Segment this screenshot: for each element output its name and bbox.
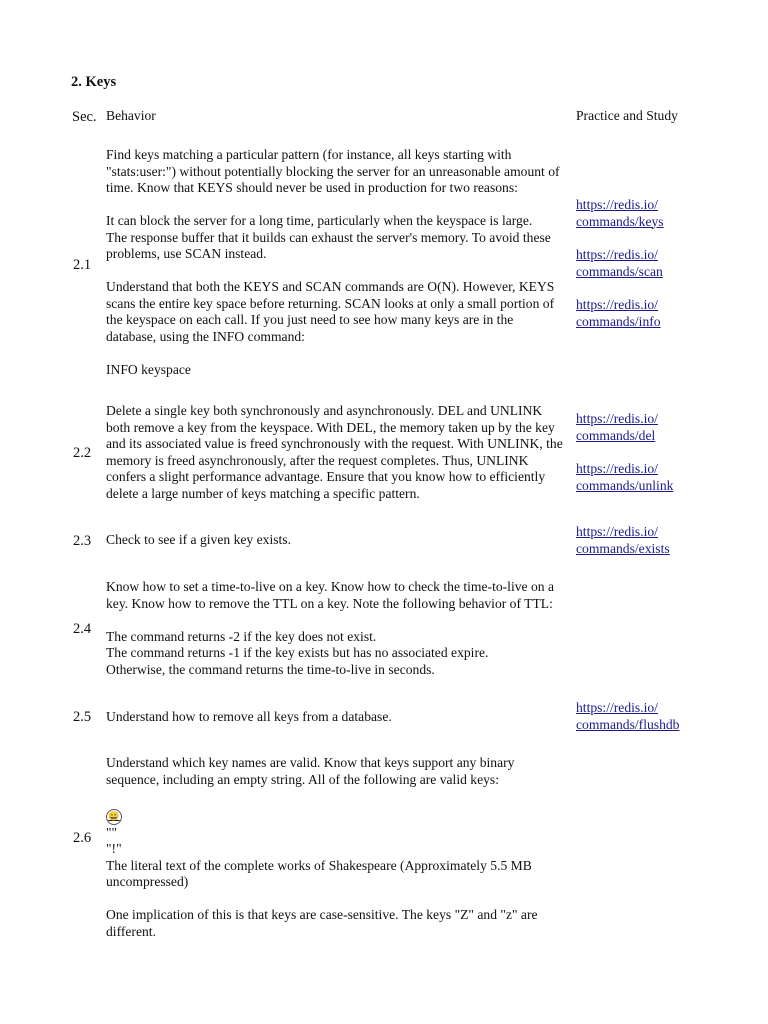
link-scan[interactable] (576, 247, 706, 280)
text-line: The response buffer that it builds can exhaust the server's memory. To avoid these (106, 229, 551, 245)
links-cell (576, 700, 706, 733)
link-exists[interactable] (576, 524, 706, 557)
text-line: The literal text of the complete works of Shakespeare (Approximately 5.5 MB (106, 857, 532, 873)
behavior-cell (106, 755, 576, 940)
text-line: Understand how to remove all keys from a database. (106, 709, 392, 724)
text-line: commands/info (576, 313, 661, 329)
links-cell (576, 524, 706, 557)
text-line: key. Know how to remove the TTL on a key. Note the following behavior of TTL: (106, 595, 553, 611)
row-number: 2.4 (73, 621, 92, 637)
text-line: uncompressed) (106, 874, 189, 889)
text-line: delete a large number of keys matching a specific pattern. (106, 485, 420, 501)
column-header-sec: Sec. (72, 109, 97, 125)
text-line: confers a slight performance advantage. Ensure that you know how to efficiently (106, 469, 546, 484)
text-line: both remove a key from the keyspace. With DEL, the memory taken up by the key (106, 419, 555, 435)
text-line: scans the entire key space before returning. SCAN looks at only a small portion of (106, 295, 555, 311)
link-unlink[interactable] (576, 461, 706, 494)
text-line: https://redis.io/ (576, 700, 658, 715)
text-line: and its associated value is freed synchronously with the request. With UNLINK, the (106, 436, 563, 451)
text-line: https://redis.io/ (576, 297, 658, 312)
text-line: commands/flushdb (576, 716, 680, 732)
text-line: commands/keys (576, 213, 664, 229)
behavior-cell (106, 403, 576, 502)
text-line: memory is freed asynchronously, after the request completes. Thus, UNLINK (106, 452, 529, 468)
link-keys[interactable] (576, 197, 706, 230)
text-line: Delete a single key both synchronously and asynchronously. DEL and UNLINK (106, 403, 543, 418)
text-line: https://redis.io/ (576, 197, 658, 212)
row-number: 2.5 (73, 709, 92, 725)
text-line: problems, use SCAN instead. (106, 246, 267, 261)
text-line: The command returns -1 if the key exists but has no associated expire. (106, 645, 489, 660)
text-line: "" (106, 824, 118, 840)
behavior-cell (106, 147, 576, 378)
row-number: 2.3 (73, 533, 92, 549)
links-cell (576, 411, 706, 494)
link-del[interactable] (576, 411, 706, 444)
row-number: 2.6 (73, 830, 92, 846)
link-flushdb[interactable] (576, 700, 706, 733)
behavior-cell (106, 532, 576, 549)
text-line: Check to see if a given key exists. (106, 532, 291, 547)
text-line: sequence, including an empty string. All of the following are valid keys: (106, 771, 499, 787)
text-line: "stats:user:") without potentially blocking the server for an unreasonable amount of (106, 163, 560, 179)
text-line: Find keys matching a particular pattern (for instance, all keys starting with (106, 147, 512, 162)
text-line: commands/del (576, 427, 656, 443)
column-header-practice: Practice and Study (576, 108, 678, 123)
link-info[interactable] (576, 297, 706, 330)
text-line: The command returns -2 if the key does not exist. (106, 628, 377, 644)
text-line: commands/exists (576, 540, 670, 556)
section-heading: 2. Keys (71, 74, 117, 90)
text-line: different. (106, 923, 156, 939)
text-line: It can block the server for a long time, particularly when the keyspace is large. (106, 213, 533, 228)
text-line: Otherwise, the command returns the time-to-live in seconds. (106, 661, 435, 677)
text-line: Understand that both the KEYS and SCAN commands are O(N). However, KEYS (106, 279, 555, 294)
links-cell (576, 197, 706, 330)
text-line: Understand which key names are valid. Know that keys support any binary (106, 755, 515, 770)
text-line: Know how to set a time-to-live on a key. Know how to check the time-to-live on a (106, 579, 554, 594)
behavior-cell (106, 709, 576, 726)
smiley-emoji-icon: 😀 (106, 809, 122, 825)
row-number: 2.2 (73, 445, 92, 461)
text-line: the keyspace on each call. If you just need to see how many keys are in the (106, 312, 514, 327)
text-line: "!" (106, 841, 122, 856)
text-line: One implication of this is that keys are case-sensitive. The keys "Z" and "z" are (106, 907, 538, 922)
column-header-behavior: Behavior (106, 108, 156, 123)
text-line: database, using the INFO command: (106, 328, 305, 344)
text-line: time. Know that KEYS should never be used in production for two reasons: (106, 180, 518, 195)
behavior-cell (106, 579, 576, 678)
text-line: commands/unlink (576, 477, 674, 493)
row-number: 2.1 (73, 257, 92, 273)
text-line: https://redis.io/ (576, 247, 658, 262)
text-line: https://redis.io/ (576, 461, 658, 476)
text-line: INFO keyspace (106, 361, 191, 377)
text-line: https://redis.io/ (576, 411, 658, 426)
text-line: https://redis.io/ (576, 524, 658, 539)
text-line: commands/scan (576, 263, 663, 279)
